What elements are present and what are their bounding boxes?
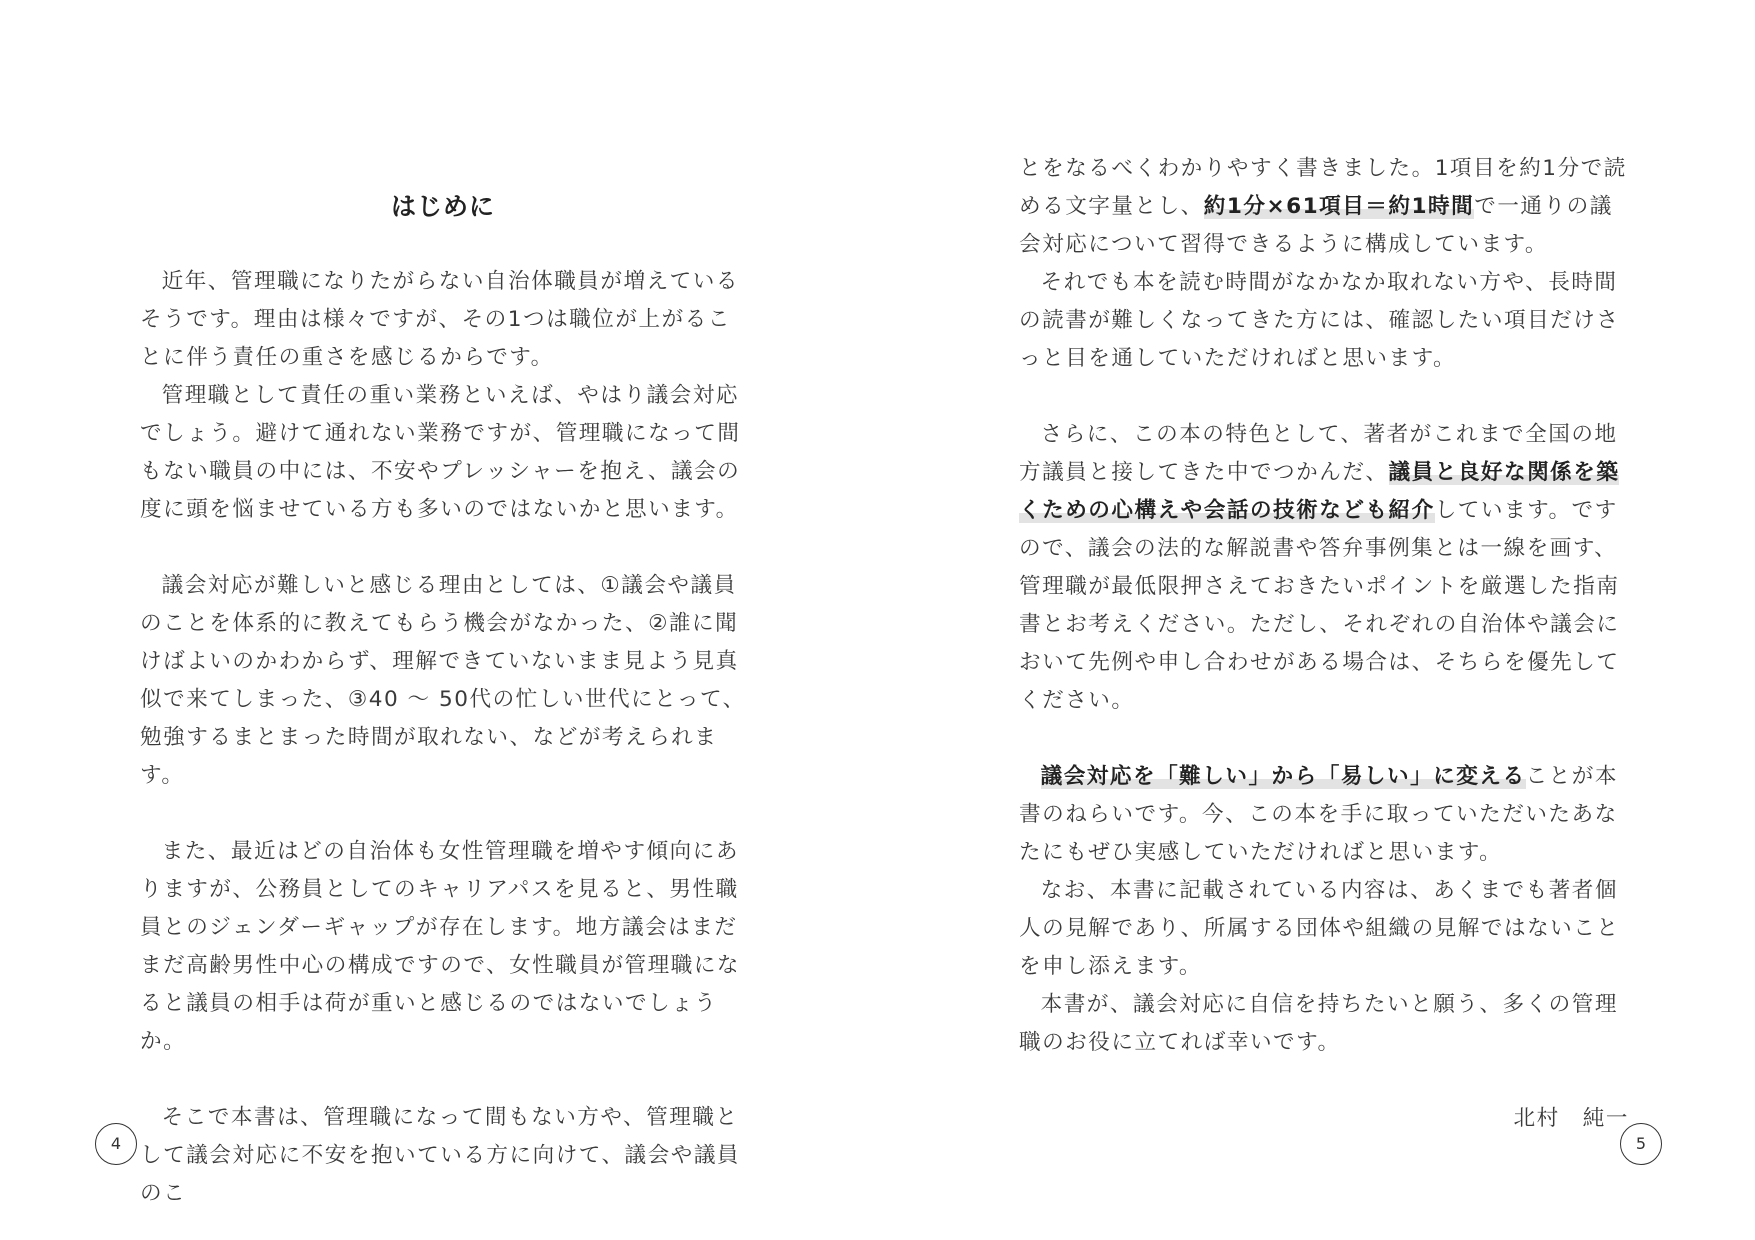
paragraph [1019,150,1629,264]
right-body-text [1019,150,1629,1138]
paragraph: 管理職として責任の重い業務といえば、やはり議会対応でしょう。避けて通れない業務ですが、管理職になって間もない職員の中には、不安やプレッシャーを抱え、議会の度に頭を悩ませている方も多いのではないかと思います。 [140,383,741,522]
left-page [0,0,877,1240]
paragraph: 議会対応が難しいと感じる理由としては、①議会や議員のことを体系的に教えてもらう機会がなかった、②誰に聞けばよいのかわからず、理解できていないまま見よう見真似で来てしまった、③40 ～ 50代の忙しい世代にとって、勉強するまとまった時間が取れない、などが考えられます。 [140,573,746,788]
page-number: 5 [1620,1123,1662,1165]
text-run: とをなるべくわかりやすく書きました。1項目を約1分で読める文字量とし、 [1019,156,1627,219]
text-run: ことが本書のねらいです。今、この本を手に取っていただいたあなたにもぜひ実感していただければと思います。 [1019,764,1618,865]
left-body-text [140,263,746,1213]
author-signature: 北村 純一 [1513,1106,1629,1131]
paragraph: 本書が、議会対応に自信を持ちたいと願う、多くの管理職のお役に立てれば幸いです。 [1019,992,1618,1055]
text-run: で一通りの議会対応について習得できるように構成しています。 [1019,194,1613,257]
text-run: しています。ですので、議会の法的な解説書や答弁事例集とは一線を画す、管理職が最低限押さえておきたいポイントを厳選した指南書とお考えください。ただし、それぞれの自治体や議会において先例や申し合わせがある場合は、そちらを優先してください。 [1019,498,1620,713]
right-page [877,0,1755,1240]
paragraph [1019,758,1629,872]
highlighted-text: 議会対応を「難しい」から「易しい」に変える [1040,764,1526,789]
page-title: はじめに [390,192,495,221]
page-number: 4 [95,1123,137,1165]
highlighted-text: 議員と良好な関係を築くための心構えや会話の技術なども紹介 [1019,460,1620,523]
paragraph: なお、本書に記載されている内容は、あくまでも著者個人の見解であり、所属する団体や組織の見解ではないことを申し添えます。 [1019,878,1620,979]
paragraph: 近年、管理職になりたがらない自治体職員が増えているそうです。理由は様々ですが、その1つは職位が上がることに伴う責任の重さを感じるからです。 [140,269,739,370]
paragraph: また、最近はどの自治体も女性管理職を増やす傾向にありますが、公務員としてのキャリアパスを見ると、男性職員とのジェンダーギャップが存在します。地方議会はまだまだ高齢男性中心の構成ですので、女性職員が管理職になると議員の相手は荷が重いと感じるのではないでしょうか。 [140,839,741,1054]
paragraph [1019,416,1629,720]
text-run: さらに、この本の特色として、著者がこれまで全国の地方議員と接してきた中でつかんだ、 [1019,422,1618,485]
paragraph: そこで本書は、管理職になって間もない方や、管理職として議会対応に不安を抱いている方に向けて、議会や議員のこ [140,1105,741,1206]
highlighted-text: 約1分×61項目＝約1時間 [1203,194,1475,219]
paragraph: それでも本を読む時間がなかなか取れない方や、長時間の読書が難しくなってきた方には、確認したい項目だけさっと目を通していただければと思います。 [1019,270,1620,371]
